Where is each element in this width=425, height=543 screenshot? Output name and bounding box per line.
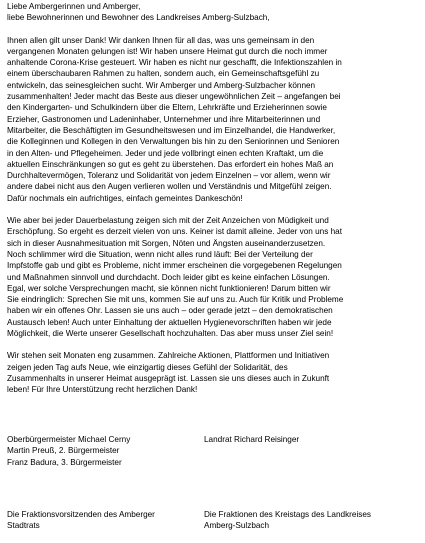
city-mayors-names: Oberbürgermeister Michael Cerny Martin Preuß, 2. Bürgermeister Franz Badura, 3. Bürgermeister xyxy=(7,435,131,467)
letter xyxy=(7,1,421,396)
signature-district-administrator xyxy=(204,434,421,445)
city-council-factions-text: Die Fraktionsvorsitzenden des Amberger Stadtrats xyxy=(7,510,155,531)
paragraph-fatigue: Wie aber bei jeder Dauerbelastung zeigen sich mit der Zeit Anzeichen von Müdigkeit und Erschöpfung. So ergeht es derzeit vielen von uns. Keiner ist damit alleine. Jeder von uns hat sich in dieser Ausnahmesituation mit Sorgen, Nöten und Ängsten auseinanderzusetzen. Noch schlimmer wird die Situation, wenn nicht alles rund läuft: Bei der Verteilung der Impfstoffe gab und gibt es Probleme, nicht immer erscheinen die vorgegebenen Regelungen und Maßnahmen sinnvoll und durchdacht. Doch leider gibt es keine einfachen Lösungen. Egal, wer solche Versprechungen macht, sie können nicht funktionieren! Darum bitten wir Sie eindringlich: Sprechen Sie mit uns, kommen Sie auf uns zu. Auch für Kritik und Probleme haben wir ein offenes Ohr. Lassen sie uns auch – oder gerade jetzt – den demokratischen Austausch leben! Auch unter Einhaltung der aktuellen Hygienevorschriften haben wir jede Möglichkeit, die Werte unserer Gesellschaft hochzuhalten. Das aber muss unser Ziel sein! xyxy=(7,216,344,339)
district-council-factions-text: Die Fraktionen des Kreistags des Landkreises Amberg-Sulzbach xyxy=(204,510,372,531)
district-administrator-name: Landrat Richard Reisinger xyxy=(204,435,300,444)
signature-district-council-factions xyxy=(204,509,421,532)
paragraph-thanks: Ihnen allen gilt unser Dank! Wir danken Ihnen für all das, was uns gemeinsam in den vergangenen Monaten gelungen ist! Wir haben unsere Heimat gut durch die noch immer anhaltende Corona-Krise gesteuert. Wir haben es nicht nur geschafft, die Infektionszahlen in einem überschaubaren Rahmen zu halten, sondern auch, ein Gemeinschaftsgefühl zu entwickeln, das seinesgleichen sucht. Wir Amberger und Amberg-Sulzbacher können zusammenhalten! Jeder macht das Beste aus dieser ungewöhnlichen Zeit – angefangen bei den Kindergarten- und Schulkindern über die Eltern, Lehrkräfte und Erzieherinnen sowie Erzieher, Gastronomen und Ladeninhaber, Unternehmer und ihre Mitarbeiterinnen und Mitarbeiter, die Beschäftigten im Gesundheitswesen und im Einzelhandel, die Handwerker, die Kolleginnen und Kollegen in den Verwaltungen bis hin zu den Seniorinnen und Senioren in den Alten- und Pflegeheimen. Jeder und jede vollbringt einen echten Kraftakt, um die aktuellen Einschränkungen so gut es geht zu überstehen. Das erfordert ein hohes Maß an Durchhaltevermögen, Toleranz und Solidarität von jedem Einzelnen – vor allem, wenn wir andere dabei nicht aus den Augen verlieren wollen und Verständnis und Mitgefühl zeigen. Dafür nochmals ein aufrichtiges, einfach gemeintes Dankeschön! xyxy=(7,35,342,203)
paragraph-solidarity: Wir stehen seit Monaten eng zusammen. Zahlreiche Aktionen, Plattformen und Initiativen zeigen jeden Tag aufs Neue, wie einzigartig dieses Gefühl der Solidarität, des Zusammenhalts in unserer Heimat ausgeprägt ist. Lassen sie uns dieses auch in Zukunft leben! Für Ihre Unterstützung recht herzlichen Dank! xyxy=(7,351,330,395)
salutation-line-2: liebe Bewohnerinnen und Bewohner des Landkreises Amberg-Sulzbach, xyxy=(7,13,270,23)
salutation xyxy=(7,1,421,24)
salutation-line-1: Liebe Ambergerinnen und Amberger, xyxy=(7,2,141,11)
signature-city-mayors xyxy=(7,434,207,468)
signature-city-council-factions xyxy=(7,509,207,532)
